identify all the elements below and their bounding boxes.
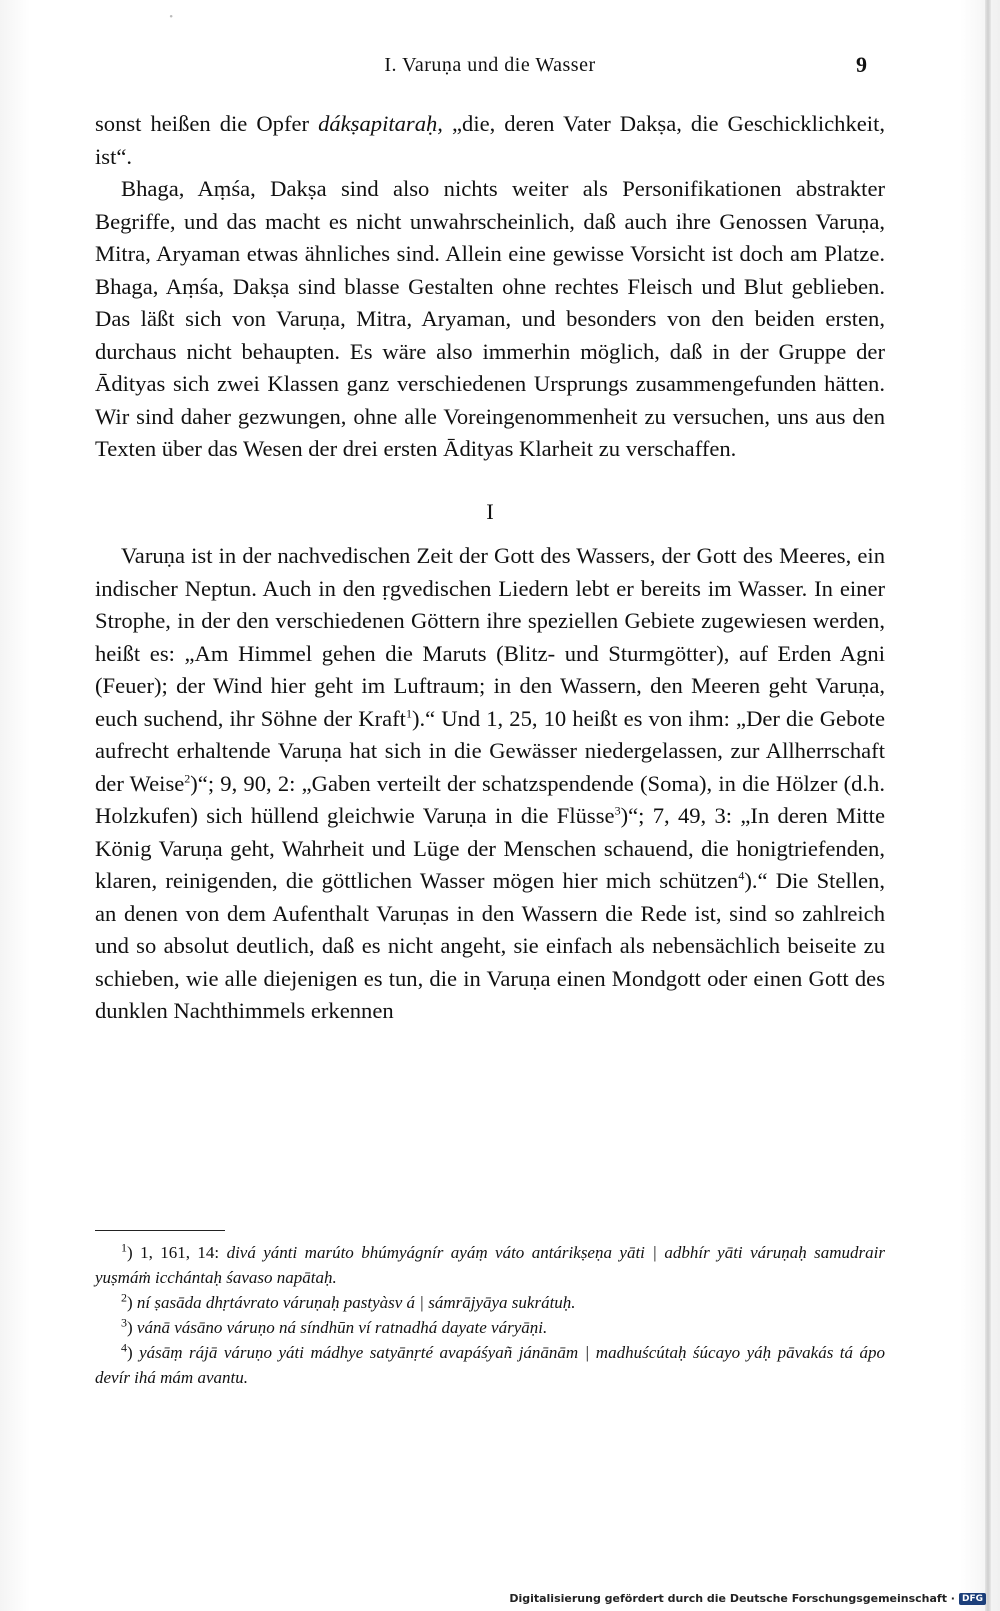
- footnote-ref-3[interactable]: 3: [614, 803, 621, 818]
- paragraph-2: Bhaga, Aṃśa, Dakṣa sind also nichts weiter als Personifikationen abstrakter Begriffe, und das macht es nicht unwahrscheinlich, daß auch ihre Genossen Varuṇa, Mitra, Aryaman etwas ähnliches sind. Allein eine gewisse Vorsicht ist doch am Platze. Bhaga, Aṃśa, Dakṣa sind blasse Gestalten ohne rechtes Fleisch und Blut geblieben. Das läßt sich von Varuṇa, Mitra, Aryaman, und besonders von den beiden ersten, durchaus nicht behaupten. Es wäre also immerhin möglich, daß in der Gruppe der Ādityas sich zwei Klassen ganz verschiedenen Ursprungs zusammengefunden hätten. Wir sind daher gezwungen, ohne alle Voreingenommenheit zu versuchen, uns aus den Texten über das Wesen der drei ersten Ādityas Klarheit zu verschaffen.: [95, 176, 885, 461]
- margin-mark: ·: [168, 4, 175, 28]
- dfg-logo: DFG: [959, 1593, 986, 1605]
- footnote-4: $^4$) yásāṃ rájā váruṇo yáti mádhye satyānṛté avapáśyañ jánānām | madhuścútaḥ śúcayo yáḥ pāvakás tá ápo devír ihá mám avantu.: [95, 1340, 885, 1387]
- footnote-divider: [95, 1230, 225, 1231]
- footnotes: [95, 1240, 885, 1390]
- credit-text: Digitalisierung gefördert durch die Deutsche Forschungsgemeinschaft ·: [509, 1592, 955, 1605]
- paragraph-3: Varuṇa ist in der nachvedischen Zeit der Gott des Wassers, der Gott des Meeres, ein indischer Neptun. Auch in den ṛgvedischen Liedern lebt er bereits im Wasser. In einer Strophe, in der den verschiedenen Göttern ihre speziellen Gebiete zugewiesen werden, heißt es: „Am Himmel gehen die Maruts (Blitz- und Sturmgötter), auf Erden Agni (Feuer); der Wind hier geht im Luftraum; in den Wassern, den Meeren geht Varuṇa, euch suchend, ihr Söhne der Kraft$^1$).“ Und 1, 25, 10 heißt es von ihm: „Der die Gebote aufrecht erhaltende Varuṇa hat sich in die Gewässer niedergelassen, zur Allherrschaft der Weise$^2$)“; 9, 90, 2: „Gaben verteilt der schatzspendende (Soma), in die Hölzer (d.h. Holzkufen) sich hüllend gleichwie Varuṇa in die Flüsse$^3$)“; 7, 49, 3: „In deren Mitte König Varuṇa geht, Wahrheit und Lüge der Menschen schauend, die honigtriefenden, klaren, reinigenden, die göttlichen Wasser mögen hier mich schützen$^4$).“ Die Stellen, an denen von dem Aufenthalt Varuṇas in den Wassern die Rede ist, sind so zahlreich und so absolut deutlich, daß es nicht angeht, sie einfach als nebensächlich beiseite zu schieben, wie alle diejenigen es tun, die in Varuṇa einen Mondgott oder einen Gott des dunklen Nachthimmels erkennen: [95, 543, 885, 1023]
- footnote-ref-1[interactable]: 1: [405, 705, 412, 720]
- page-number: 9: [856, 52, 867, 77]
- footnote-2: $^2$) ní ṣasāda dhṛtávrato váruṇaḥ pastyàsv á | sámrājyāya sukrátuḥ.: [121, 1290, 576, 1312]
- page-header: [95, 54, 885, 88]
- footnote-3: $^3$) vánā vásāno váruṇo ná síndhūn ví ratnadhá dayate váryāṇi.: [121, 1315, 548, 1337]
- digitization-credit: [509, 1592, 986, 1605]
- paragraph-1: sonst heißen die Opfer dákṣapitaraḥ, „die, deren Vater Dakṣa, die Geschicklichkeit, ist“.: [95, 111, 885, 169]
- footnote-1: $^1$) 1, 161, 14: divá yánti marúto bhúmyágnír ayáṃ váto antárikṣeṇa yāti | adbhír yāti váruṇaḥ samudrair yuṣmáṁ icchántaḥ śavaso napātaḥ.: [95, 1240, 885, 1287]
- footnote-ref-2[interactable]: 2: [184, 770, 191, 785]
- sanskrit-term: dákṣapitaraḥ,: [318, 111, 443, 136]
- page-gutter-shadow: [985, 0, 991, 1611]
- running-head: I. Varuṇa und die Wasser: [384, 54, 596, 76]
- main-text: [95, 108, 885, 1028]
- footnote-ref-4[interactable]: 4: [738, 868, 745, 883]
- section-heading: I: [486, 498, 494, 524]
